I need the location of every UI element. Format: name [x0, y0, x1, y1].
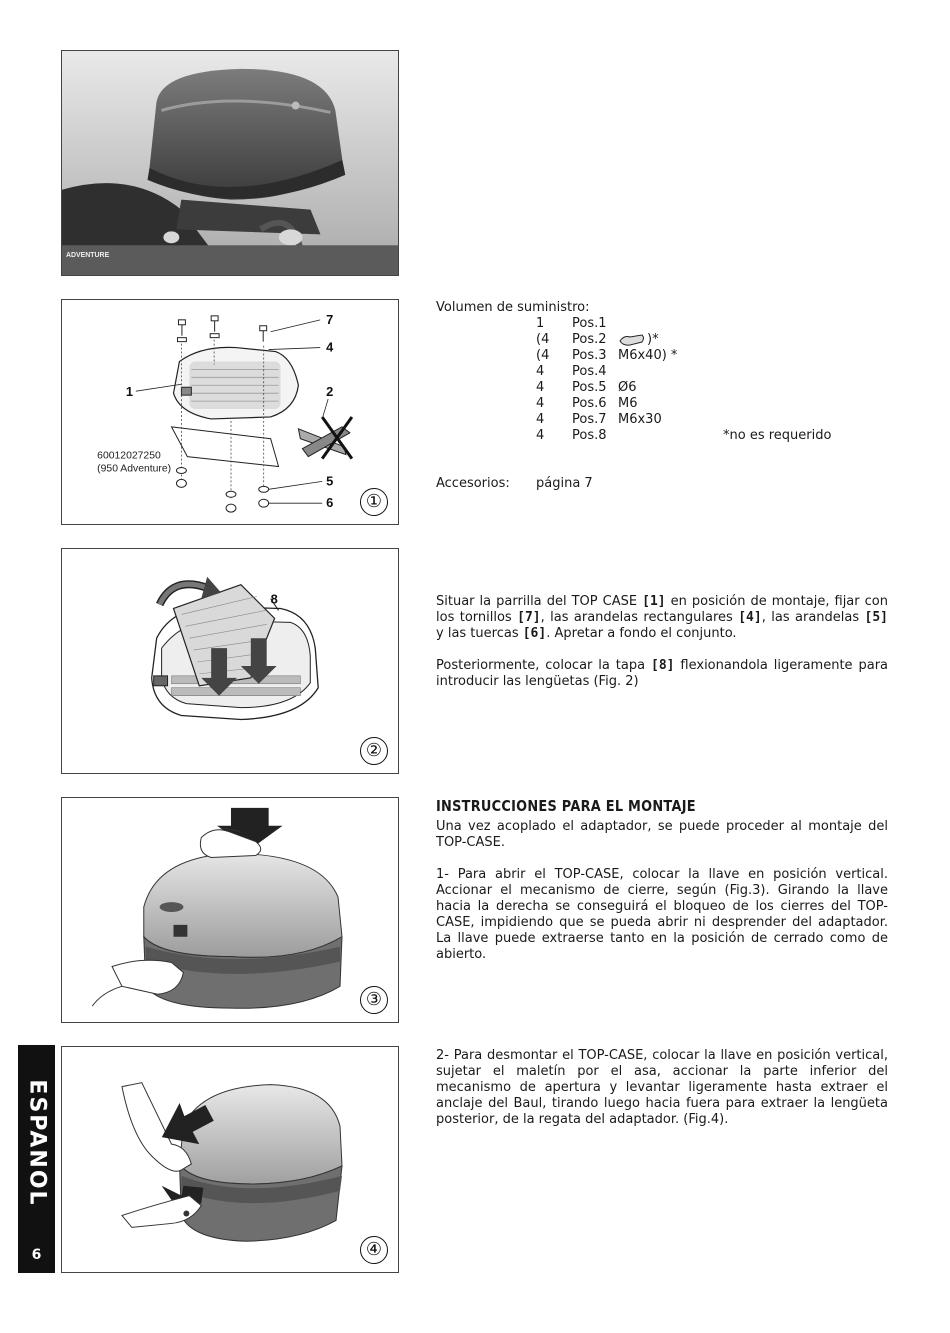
callout-1: 1 [125, 384, 134, 400]
figure-number-1: ① [360, 488, 388, 516]
supply-row: 4 Pos.7 M6x30 [536, 412, 662, 427]
part-note: (950 Adventure) [97, 463, 172, 475]
figure-2 [61, 548, 399, 774]
paragraph: Situar la parrilla del TOP CASE [1] en posición de montaje, fijar con los tornillos [7], las arandelas rectangulares [4], las arandelas [5] y las tuercas [6]. Apretar a fondo el conjunto. [436, 594, 889, 641]
callout-4: 4 [326, 339, 334, 355]
callout-7: 7 [326, 311, 334, 327]
supply-row: 4 Pos.6 M6 [536, 396, 638, 411]
clip-icon [618, 333, 646, 347]
figure-number-2: ② [360, 737, 388, 765]
language-label: ESPANOL [24, 1079, 49, 1207]
accessories-value: página 7 [536, 476, 593, 491]
section-heading: INSTRUCCIONES PARA EL MONTAJE [436, 797, 696, 815]
section-2-text [436, 594, 888, 690]
paragraph: 1- Para abrir el TOP-CASE, colocar la llave en posición vertical. Accionar el mecanismo de cierre, según (Fig.3). Girando la llave hacia la derecha se conseguirá el bloqueo de los cierres del TOP-CASE, impidiendo que se pueda abrir ni desprender del adaptador. La llave puede extraerse tanto en la posición de cerrado como de abierto. [436, 867, 888, 962]
supply-title: Volumen de suministro: [436, 300, 590, 315]
paragraph: Posteriormente, colocar la tapa [8] flexionandola ligeramente para introducir las lengüetas (Fig. 2) [436, 658, 889, 689]
figure-3 [61, 797, 399, 1023]
part-code: 60012027250 [97, 450, 161, 462]
paragraph: 2- Para desmontar el TOP-CASE, colocar la llave en posición vertical, sujetar el maletín por el asa, accionar la parte inferior del mecanismo de apertura y levantar ligeramente hasta extraer el anclaje del Baul, tirando luego hacia fuera para extraer la lengüeta posterior, de la regata del adaptador. (Fig.4). [436, 1048, 888, 1127]
figure-number-4: ④ [360, 1236, 388, 1264]
language-tab [18, 1045, 55, 1273]
section-3-text [436, 819, 888, 963]
photo-adventure-label: ADVENTURE [65, 252, 110, 260]
photo-figure [61, 50, 399, 276]
figure-1 [61, 299, 399, 525]
callout-2: 2 [326, 384, 334, 400]
callout-6: 6 [326, 495, 334, 511]
supply-row: (4 Pos.2 )* [536, 332, 659, 347]
accessories-label: Accesorios: [436, 476, 510, 491]
figure-number-3: ③ [360, 986, 388, 1014]
paragraph: Una vez acoplado el adaptador, se puede proceder al montaje del TOP-CASE. [436, 819, 888, 850]
supply-row: 4 Pos.4 [536, 364, 607, 379]
supply-row: 4 Pos.5 Ø6 [536, 380, 637, 395]
figure-4 [61, 1046, 399, 1273]
callout-5: 5 [326, 473, 334, 489]
accessories [436, 476, 593, 491]
supply-row: (4 Pos.3 M6x40) * [536, 348, 678, 363]
supply-list [436, 300, 896, 444]
section-4-text [436, 1048, 888, 1128]
supply-row: 4 Pos.8 *no es requerido [536, 428, 832, 443]
supply-row: 1 Pos.1 [536, 316, 607, 331]
page-number: 6 [31, 1247, 42, 1263]
callout-8: 8 [270, 591, 278, 607]
